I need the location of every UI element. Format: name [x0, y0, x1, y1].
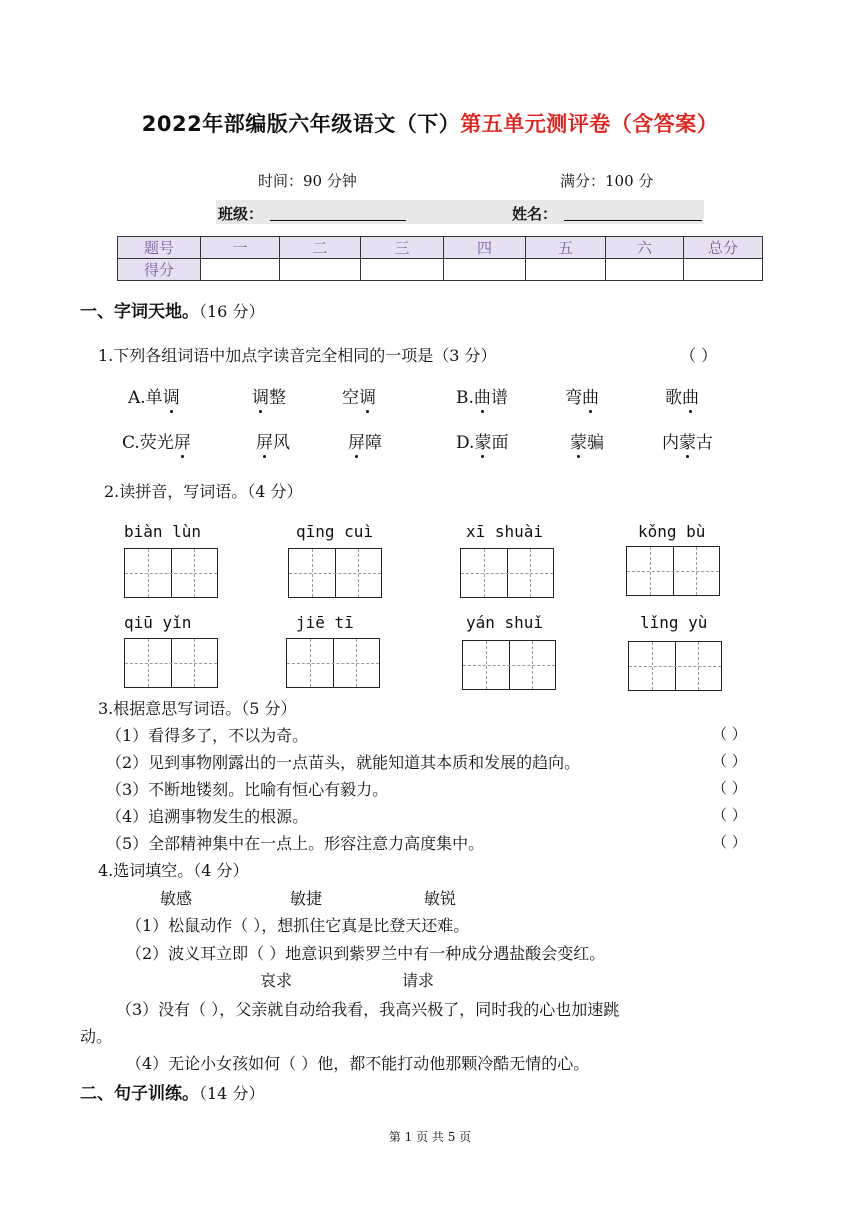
- class-field[interactable]: [270, 220, 406, 221]
- section-1-points: （16 分）: [199, 302, 265, 321]
- pinyin-label: yán shuǐ: [466, 613, 544, 632]
- definition-item: （2）见到事物刚露出的一点苗头，就能知道其本质和发展的趋向。: [106, 753, 581, 772]
- score-table: [117, 236, 763, 281]
- score-cell[interactable]: [361, 259, 444, 281]
- page-title: [0, 108, 860, 138]
- fill-sentence: （2）波义耳立即（ ）地意识到紫罗兰中有一种成分遇盐酸会变红。: [126, 944, 606, 963]
- class-label: 班级：: [218, 205, 264, 223]
- question-2-text: 2.读拼音，写词语。（4 分）: [104, 482, 303, 501]
- score-cell[interactable]: [526, 259, 606, 281]
- option-word: 歌曲: [665, 383, 699, 408]
- score-table-header-row: [118, 237, 763, 259]
- pinyin-label: biàn lùn: [124, 522, 202, 541]
- word-choice: 敏捷: [290, 889, 323, 908]
- option-word: 调整: [252, 383, 286, 408]
- score-cell[interactable]: [606, 259, 684, 281]
- tianzige-box[interactable]: [628, 641, 722, 691]
- answer-blank[interactable]: （ ）: [712, 833, 747, 851]
- table-header-cell: 总分: [684, 237, 763, 259]
- question-4-text: 4.选词填空。（4 分）: [98, 861, 249, 880]
- tianzige-box[interactable]: [124, 548, 218, 598]
- fill-sentence: （4）无论小女孩如何（ ）他，都不能打动他那颗冷酷无情的心。: [126, 1054, 590, 1073]
- section-1-heading: [80, 297, 264, 322]
- pinyin-label: xī shuài: [466, 522, 544, 541]
- tianzige-box[interactable]: [460, 548, 554, 598]
- definition-item: （1）看得多了，不以为奇。: [106, 726, 309, 745]
- section-2-points: （14 分）: [199, 1084, 265, 1103]
- title-main: 2022年部编版六年级语文（下）: [141, 112, 461, 136]
- definition-item: （5）全部精神集中在一点上。形容注意力高度集中。: [106, 834, 485, 853]
- table-header-cell: 三: [361, 237, 444, 259]
- score-cell[interactable]: [444, 259, 526, 281]
- table-header-cell: 题号: [118, 237, 201, 259]
- section-2-heading: [80, 1079, 264, 1104]
- section-1-title: 一、字词天地。: [80, 302, 199, 322]
- question-3-text: 3.根据意思写词语。（5 分）: [98, 699, 297, 718]
- student-info-bar: [216, 200, 704, 224]
- tianzige-box[interactable]: [124, 638, 218, 688]
- score-cell[interactable]: [201, 259, 280, 281]
- option-word: 屏风: [256, 428, 290, 453]
- answer-blank[interactable]: （ ）: [712, 752, 747, 770]
- fill-sentence: （3）没有（ ），父亲就自动给我看，我高兴极了，同时我的心也加速跳: [116, 1000, 620, 1019]
- option-word: 空调: [342, 383, 376, 408]
- answer-blank[interactable]: （ ）: [712, 725, 747, 743]
- section-2-title: 二、句子训练。: [80, 1084, 199, 1104]
- question-1-answer-blank[interactable]: （ ）: [680, 346, 718, 365]
- page-footer: 第 1 页 共 5 页: [388, 1130, 472, 1144]
- option-word: 屏障: [348, 428, 382, 453]
- option-word: A.单调: [128, 383, 180, 408]
- table-header-cell: 五: [526, 237, 606, 259]
- definition-item: （4）追溯事物发生的根源。: [106, 807, 309, 826]
- score-label: 满分：100 分: [560, 172, 654, 190]
- name-field[interactable]: [564, 220, 702, 221]
- pinyin-label: qīng cuì: [296, 522, 374, 541]
- question-1-text: 1.下列各组词语中加点字读音完全相同的一项是（3 分）: [98, 346, 497, 365]
- time-label: 时间：90 分钟: [258, 172, 357, 190]
- title-highlight: 第五单元测评卷（含答案）: [460, 112, 719, 136]
- table-header-cell: 二: [280, 237, 361, 259]
- word-choice: 哀求: [260, 971, 293, 990]
- option-word: 蒙骗: [570, 428, 604, 453]
- option-word: 内蒙古: [662, 428, 713, 453]
- word-choice: 请求: [402, 971, 435, 990]
- definition-item: （3）不断地镂刻。比喻有恒心有毅力。: [106, 780, 389, 799]
- option-word: D.蒙面: [456, 428, 508, 453]
- fill-sentence-continued: 动。: [80, 1027, 113, 1046]
- word-choice: 敏感: [160, 889, 193, 908]
- answer-blank[interactable]: （ ）: [712, 779, 747, 797]
- tianzige-box[interactable]: [286, 638, 380, 688]
- table-header-cell: 四: [444, 237, 526, 259]
- tianzige-box[interactable]: [462, 640, 556, 690]
- pinyin-label: kǒng bù: [638, 522, 706, 541]
- option-word: C.荧光屏: [122, 428, 191, 453]
- table-header-cell: 六: [606, 237, 684, 259]
- pinyin-label: qiū yǐn: [124, 613, 192, 632]
- option-word: 弯曲: [565, 383, 599, 408]
- score-cell[interactable]: [684, 259, 763, 281]
- tianzige-box[interactable]: [626, 546, 720, 596]
- fill-sentence: （1）松鼠动作（ ），想抓住它真是比登天还难。: [126, 916, 470, 935]
- pinyin-label: lǐng yù: [640, 613, 708, 632]
- pinyin-label: jiē tī: [296, 613, 354, 632]
- table-row-label: 得分: [118, 259, 201, 281]
- tianzige-box[interactable]: [288, 548, 382, 598]
- name-label: 姓名：: [512, 205, 558, 223]
- score-cell[interactable]: [280, 259, 361, 281]
- option-word: B.曲谱: [456, 383, 508, 408]
- score-table-score-row: [118, 259, 763, 281]
- answer-blank[interactable]: （ ）: [712, 806, 747, 824]
- word-choice: 敏锐: [424, 889, 457, 908]
- table-header-cell: 一: [201, 237, 280, 259]
